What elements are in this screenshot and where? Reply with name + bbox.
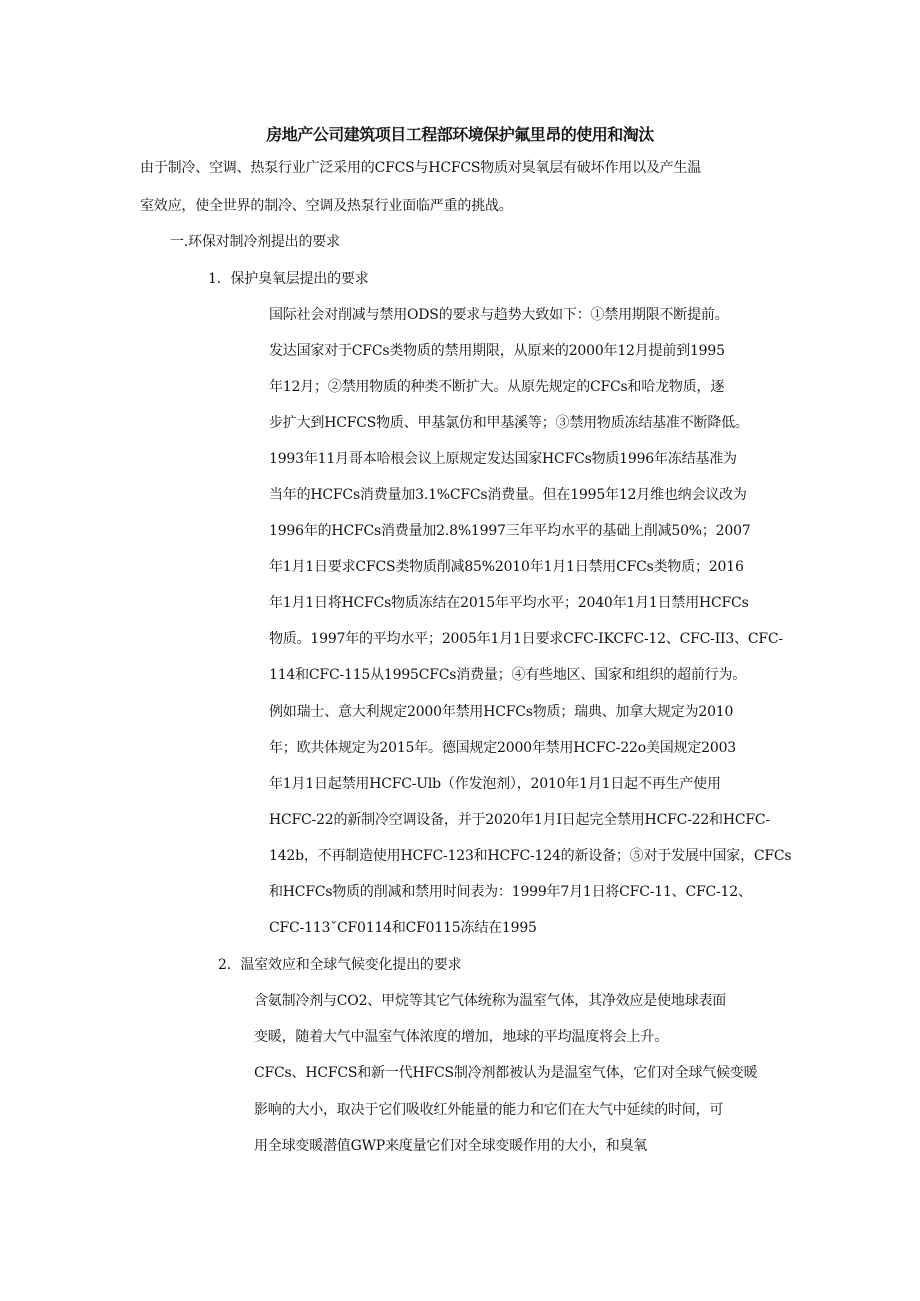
subsection-heading-1: 1．保护臭氧层提出的要求 [208, 271, 369, 287]
document-title: 房地产公司建筑项目工程部环境保护氟里昂的使用和淘汰 [266, 125, 654, 144]
body-line: HCFC-22的新制冷空调设备，并于2020年1月I日起完全禁用HCFC-22和HCFC- [269, 812, 770, 828]
intro-line-1: 由于制冷、空调、热泵行业广泛采用的CFCS与HCFCS物质对臭氧层有破坏作用以及产生温 [140, 160, 702, 176]
body-line: 步扩大到HCFCS物质、甲基氯仿和甲基溪等；③禁用物质冻结基准不断降低。 [269, 415, 749, 431]
section-heading: 一.环保对制冷剂提出的要求 [170, 234, 340, 250]
body-line: 当年的HCFCs消费量加3.1%CFCs消费量。但在1995年12月维也纳会议改为 [269, 487, 747, 503]
body-line: 年；欧共体规定为2015年。德国规定2000年禁用HCFC-22o美国规定2003 [269, 740, 737, 756]
body-line: 发达国家对于CFCs类物质的禁用期限，从原来的2000年12月提前到1995 [269, 343, 725, 359]
body-line: CFC-113ˇCF0114和CF0115冻结在1995 [269, 920, 537, 936]
body-line: 年1月1日将HCFCs物质冻结在2015年平均水平；2040年1月1日禁用HCFCs [269, 595, 749, 611]
body-line: 物质。1997年的平均水平；2005年1月1日要求CFC-IKCFC-12、CFC-II3、CFC- [269, 631, 783, 647]
body-line: 变暖，随着大气中温室气体浓度的增加，地球的平均温度将会上升。 [254, 1029, 668, 1045]
subsection-heading-2: 2．温室效应和全球气候变化提出的要求 [218, 957, 462, 973]
body-line: 国际社会对削减与禁用ODS的要求与趋势大致如下：①禁用期限不断提前。 [269, 307, 729, 323]
body-line: 1996年的HCFCs消费量加2.8%1997三年平均水平的基础上削减50%；2007 [269, 523, 751, 539]
body-line: 和HCFCs物质的削减和禁用时间表为：1999年7月1日将CFC-11、CFC-12、 [269, 884, 752, 900]
body-line: CFCs、HCFCS和新一代HFCS制冷剂都被认为是温室气体，它们对全球气候变暖 [254, 1065, 758, 1081]
body-line: 用全球变暖潜值GWP来度量它们对全球变暖作用的大小，和臭氧 [254, 1138, 648, 1154]
body-line: 含氨制冷剂与CO2、甲烷等其它气体统称为温室气体，其净效应是使地球表面 [254, 993, 727, 1009]
body-line: 142b，不再制造使用HCFC-123和HCFC-124的新设备；⑤对于发展中国家，CFCs [269, 848, 792, 864]
body-line: 年1月1日起禁用HCFC-Ulb（作发泡剂），2010年1月1日起不再生产使用 [269, 776, 721, 792]
body-line: 年1月1日要求CFCS类物质削减85%2010年1月1日禁用CFCs类物质；2016 [269, 559, 744, 575]
body-line: 影响的大小，取决于它们吸收红外能量的能力和它们在大气中延续的时间，可 [254, 1102, 724, 1118]
intro-line-2: 室效应，使全世界的制冷、空调及热泵行业面临严重的挑战。 [140, 198, 513, 214]
body-line: 114和CFC-115从1995CFCs消费量；④有些地区、国家和组织的超前行为。 [269, 667, 747, 683]
body-line: 例如瑞士、意大利规定2000年禁用HCFCs物质；瑞典、加拿大规定为2010 [269, 704, 734, 720]
body-line: 年12月；②禁用物质的种类不断扩大。从原先规定的CFCs和哈龙物质，逐 [269, 379, 725, 395]
body-line: 1993年11月哥本哈根会议上原规定发达国家HCFCs物质1996年冻结基准为 [269, 451, 737, 467]
